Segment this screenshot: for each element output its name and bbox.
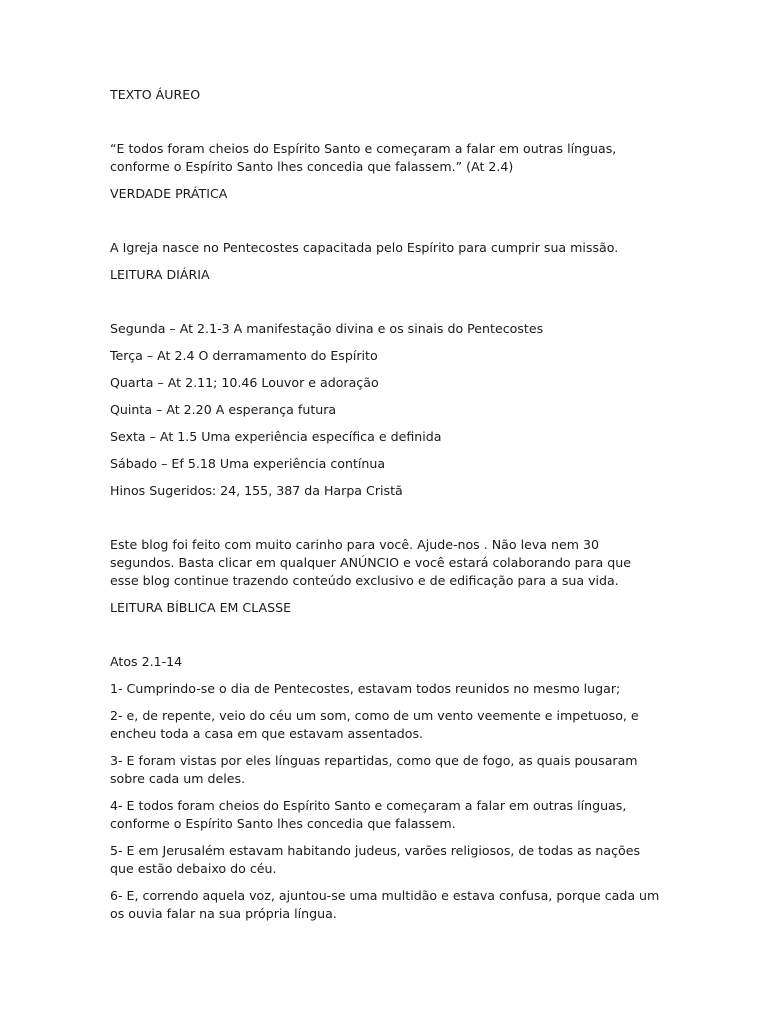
verdade-pratica-text: A Igreja nasce no Pentecostes capacitada pelo Espírito para cumprir sua missão. xyxy=(110,240,619,255)
hinos-sugeridos: Hinos Sugeridos: 24, 155, 387 da Harpa Cristã xyxy=(110,483,403,498)
leitura-diaria-item: Sábado – Ef 5.18 Uma experiência contínua xyxy=(110,456,386,471)
leitura-diaria-item: Segunda – At 2.1-3 A manifestação divina e os sinais do Pentecostes xyxy=(110,321,544,336)
leitura-diaria-heading: LEITURA DIÁRIA xyxy=(110,267,210,282)
leitura-diaria-item: Quinta – At 2.20 A esperança futura xyxy=(110,402,337,417)
bible-verse: 2- e, de repente, veio do céu um som, como de um vento veemente e impetuoso, e encheu toda a casa em que estavam assentados. xyxy=(110,708,639,741)
leitura-biblica-heading: LEITURA BÍBLICA EM CLASSE xyxy=(110,600,292,615)
bible-verse: 1- Cumprindo-se o dia de Pentecostes, estavam todos reunidos no mesmo lugar; xyxy=(110,681,621,696)
bible-verse: 3- E foram vistas por eles línguas repartidas, como que de fogo, as quais pousaram sobre cada um deles. xyxy=(110,753,638,786)
leitura-diaria-item: Terça – At 2.4 O derramamento do Espírito xyxy=(110,348,378,363)
bible-reference: Atos 2.1-14 xyxy=(110,654,183,669)
bible-verse: 6- E, correndo aquela voz, ajuntou-se uma multidão e estava confusa, porque cada um os ouvia falar na sua própria língua. xyxy=(110,888,660,921)
texto-aureo-text: “E todos foram cheios do Espírito Santo e começaram a falar em outras línguas, conforme o Espírito Santo lhes concedia que falassem.” (At 2.4) xyxy=(110,141,617,174)
verdade-pratica-heading: VERDADE PRÁTICA xyxy=(110,186,228,201)
blog-note: Este blog foi feito com muito carinho para você. Ajude-nos . Não leva nem 30 segundos. Basta clicar em qualquer ANÚNCIO e você estará colaborando para que esse blog continue trazendo conteúdo exclusivo e de edificação para a sua vida. xyxy=(110,537,631,588)
bible-verse: 4- E todos foram cheios do Espírito Santo e começaram a falar em outras línguas, conforme o Espírito Santo lhes concedia que falassem. xyxy=(110,798,627,831)
document-page xyxy=(110,86,662,932)
texto-aureo-heading: TEXTO ÁUREO xyxy=(110,87,201,102)
leitura-diaria-item: Quarta – At 2.11; 10.46 Louvor e adoração xyxy=(110,375,379,390)
leitura-diaria-item: Sexta – At 1.5 Uma experiência específica e definida xyxy=(110,429,442,444)
bible-verse: 5- E em Jerusalém estavam habitando judeus, varões religiosos, de todas as nações que estão debaixo do céu. xyxy=(110,843,641,876)
